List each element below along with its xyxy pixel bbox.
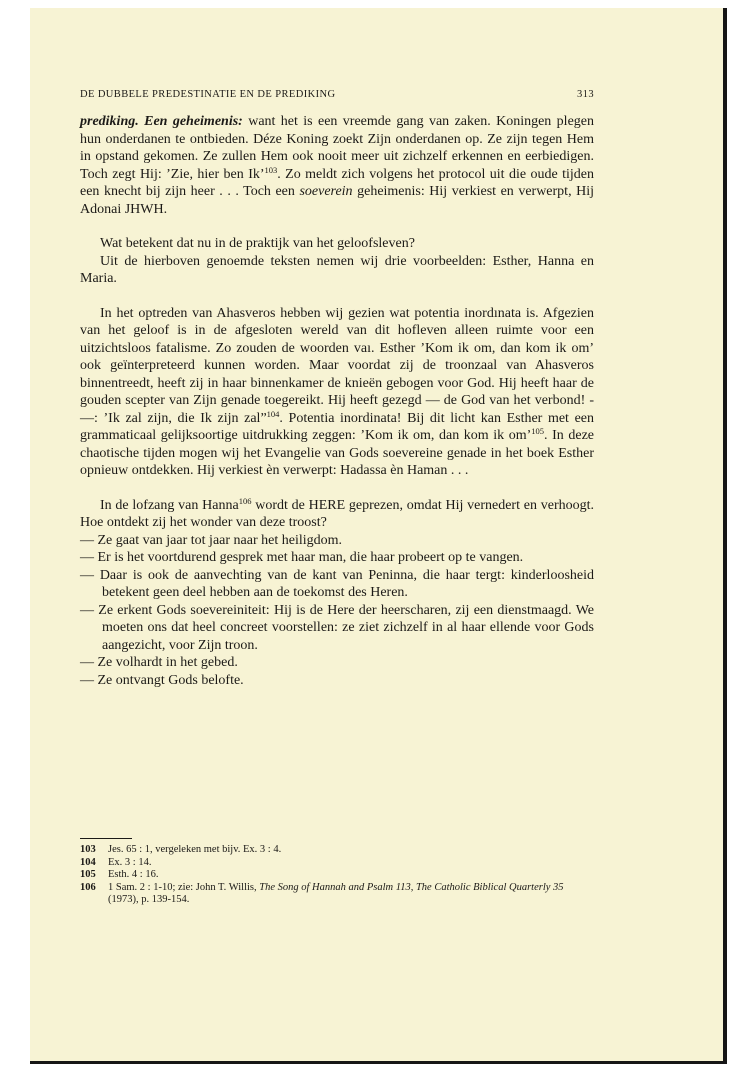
text-run: . Potentia inordinata! Bij dit licht kan Esther met een grammaticaal gelijksoortige uitdrukking zeggen: ’Kom ik om, dan kom ik om’ [80, 410, 594, 443]
list-item: — Ze erkent Gods soevereiniteit: Hij is de Here der heerscharen, zij een dienstmaagd. We moeten ons dat heel concreet voorstellen: ze ziet zichzelf in al haar ellende voor Gods aangezicht, voor Zijn troon. [80, 602, 594, 653]
page-header [80, 89, 594, 100]
footnote-ref: 104 [266, 408, 280, 419]
text-run: want het is een vreemde gang van zaken. Koningen plegen hun onderdanen te ontbieden. Déze Koning zoekt Zijn onderdanen op. Ze zijn tegen Hem in opstand gekomen. Ze zullen Hem ook nooit meer uit zichzelf erkennen en eerbiedigen. Toch zegt Hij: ’Zie, hier ben Ik’ [80, 114, 594, 182]
paragraph-4 [80, 305, 594, 480]
list-item: — Ze gaat van jaar tot jaar naar het heiligdom. [80, 532, 343, 548]
text-run: wordt de HERE geprezen, omdat Hij vernedert en verhoogt. Hoe ontdekt zij het wonder van deze troost? [80, 497, 595, 530]
footnote-text: Esth. 4 : 16. [108, 869, 159, 880]
footnote-ref: 105 [531, 426, 545, 436]
list-item: — Ze volhardt in het gebed. [80, 655, 238, 670]
list-item: — Daar is ook de aanvechting van de kant van Peninna, die haar tergt: kinderloosheid betekent geen deel hebben aan de toekomst des Heren. [80, 567, 594, 600]
footnote-text: Jes. 65 : 1, vergeleken met bijv. Ex. 3 : 4. [108, 844, 282, 855]
list-item: — Ze ontvangt Gods belofte. [80, 672, 244, 688]
footnote [80, 882, 594, 907]
footnote-text [108, 882, 594, 907]
footnote-ref: 106 [238, 495, 252, 506]
citation-title: The Song of Hannah and Psalm 113, The Catholic Biblical Quarterly 35 [259, 881, 564, 893]
paragraph-5 [80, 497, 594, 532]
paragraph-1 [80, 113, 594, 218]
footnote-number: 104 [80, 856, 96, 868]
footnote [80, 869, 594, 882]
footnote-number: 106 [80, 881, 96, 893]
text-run: 1 Sam. 2 : 1-10; zie: John T. Willis, [108, 881, 260, 893]
lead-phrase: prediking. Een geheimenis: [80, 114, 243, 129]
footnote-rule [80, 838, 132, 839]
text-run: . In deze chaotische tijden mogen wij het Evangelie van Gods soevereine genade in het boek Esther opnieuw ontdekken. Hij verkiest èn verwerpt: Hadassa èn Haman . . . [80, 428, 595, 478]
text-run: geheimenis: Hij verkiest en verwerpt, Hij Adonai JHWH. [80, 184, 594, 217]
footnote [80, 857, 594, 870]
footnote-ref: 103 [264, 164, 278, 175]
text-run: . Zo meldt zich volgens het protocol uit die oude tijden een knecht bij zijn heer . . . Toch een [80, 166, 594, 199]
footnote-number: 103 [80, 844, 96, 855]
page-number: 313 [577, 89, 594, 100]
text-run: In het optreden van Ahasveros hebben wij gezien wat potentia inordınata is. Afgezien van het geloof is in de afgesloten wereld van dit hofleven alleen ruimte voor een uitzichtsloos fatalisme. Zo zouden de woorden vaı. Esther ’Kom ik om, dan kom ik om’ ook geïnterpreteerd kunnen worden. Maar voordat zij de troonzaal van Ahasveros binnentreedt, heeft zij in haar binnenkamer de knieën gebogen voor God. Hij heeft haar de gouden scepter van Zijn genade toegereikt. Hij heeft gezegd — de God van het verbond! -—: ’Ik zal zijn, die Ik zijn zal” [80, 305, 594, 426]
body-text [80, 113, 594, 689]
footnote [80, 844, 594, 857]
text-run: (1973), p. 139-154. [108, 894, 190, 905]
italic-word: soeverein [299, 184, 353, 199]
list-item: — Er is het voortdurend gesprek met haar man, die haar probeert op te vangen. [80, 550, 524, 565]
text-run: In de lofzang van Hanna [100, 497, 239, 513]
footnotes [80, 844, 594, 907]
footnote-text: Ex. 3 : 14. [108, 856, 152, 868]
running-title: DE DUBBELE PREDESTINATIE EN DE PREDIKING [80, 89, 336, 100]
paragraph-3: Uit de hierboven genoemde teksten nemen wij drie voorbeelden: Esther, Hanna en Maria. [80, 253, 594, 286]
paragraph-2: Wat betekent dat nu in de praktijk van het geloofsleven? [100, 236, 415, 251]
footnote-number: 105 [80, 869, 96, 880]
